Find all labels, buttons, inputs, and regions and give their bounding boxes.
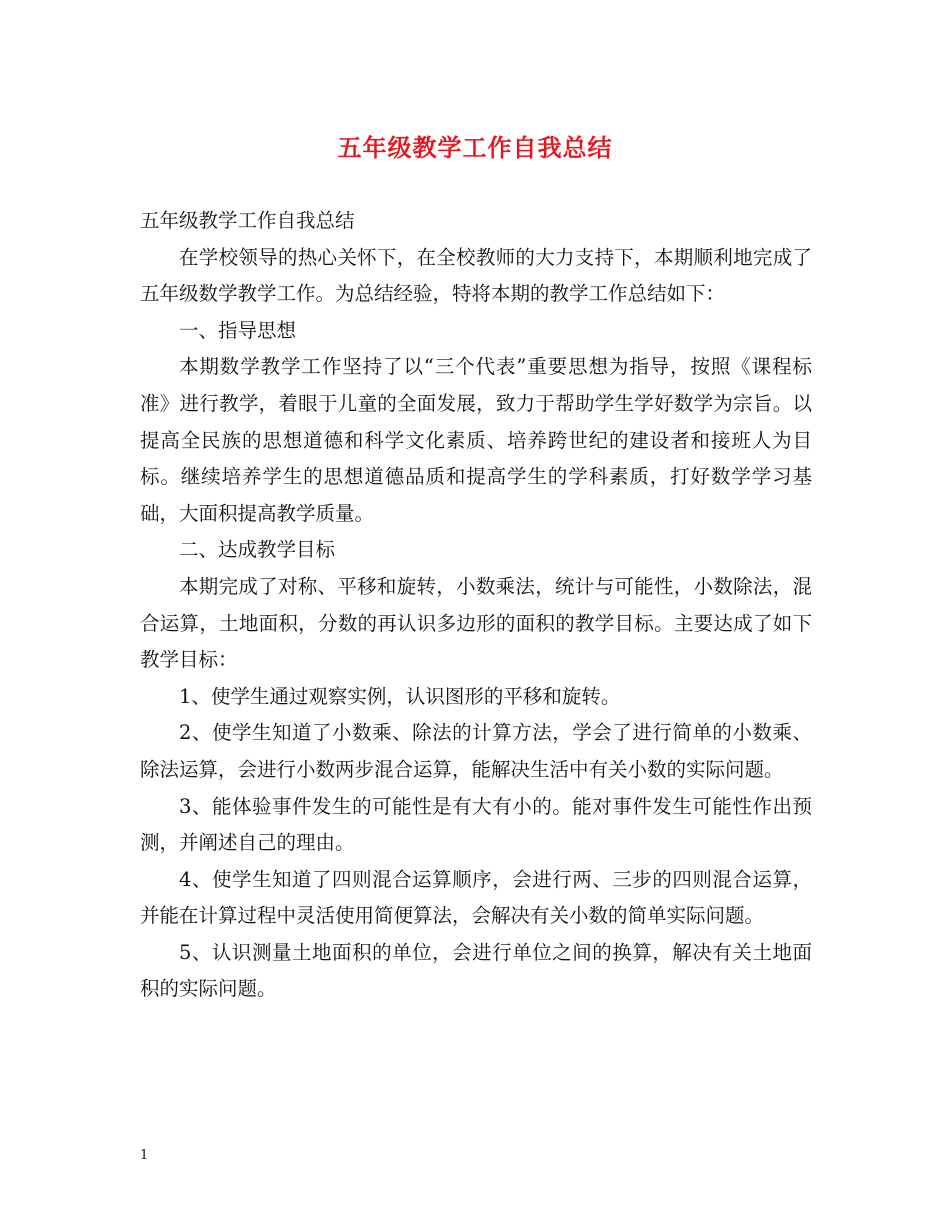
document-title: 五年级教学工作自我总结: [337, 133, 613, 162]
list-item-goal-4: 4、使学生知道了四则混合运算顺序，会进行两、三步的四则混合运算，并能在计算过程中灵活使用简便算法，会解决有关小数的简单实际问题。: [140, 867, 812, 928]
document-body: [140, 203, 812, 1008]
paragraph-guiding-ideology: 本期数学教学工作坚持了以“三个代表”重要思想为指导，按照《课程标准》进行教学，着眼于儿童的全面发展，致力于帮助学生学好数学为宗旨。以提高全民族的思想道德和科学文化素质、培养跨世纪的建设者和接班人为目标。继续培养学生的思想道德品质和提高学生的学科素质，打好数学学习基础，大面积提高教学质量。: [140, 355, 812, 525]
list-item-goal-5: 5、认识测量土地面积的单位，会进行单位之间的换算，解决有关土地面积的实际问题。: [140, 940, 812, 1001]
page-number: 1: [140, 1148, 149, 1163]
list-item-goal-2: 2、使学生知道了小数乘、除法的计算方法，学会了进行简单的小数乘、除法运算，会进行小数两步混合运算，能解决生活中有关小数的实际问题。: [140, 721, 812, 781]
section-heading-teaching-goals: 二、达成教学目标: [179, 538, 336, 562]
paragraph-heading: 五年级教学工作自我总结: [140, 209, 355, 232]
list-item-goal-1: 1、使学生通过观察实例，认识图形的平移和旋转。: [179, 684, 621, 708]
list-item-goal-3: 3、能体验事件发生的可能性是有大有小的。能对事件发生可能性作出预测，并阐述自己的理由。: [140, 794, 812, 855]
section-heading-guiding-ideology: 一、指导思想: [179, 318, 297, 342]
paragraph-intro: 在学校领导的热心关怀下，在全校教师的大力支持下，本期顺利地完成了五年级数学教学工作。为总结经验，特将本期的教学工作总结如下：: [140, 245, 812, 306]
paragraph-teaching-goals: 本期完成了对称、平移和旋转，小数乘法，统计与可能性，小数除法，混合运算，土地面积，分数的再认识多边形的面积的教学目标。主要达成了如下教学目标：: [140, 574, 812, 672]
